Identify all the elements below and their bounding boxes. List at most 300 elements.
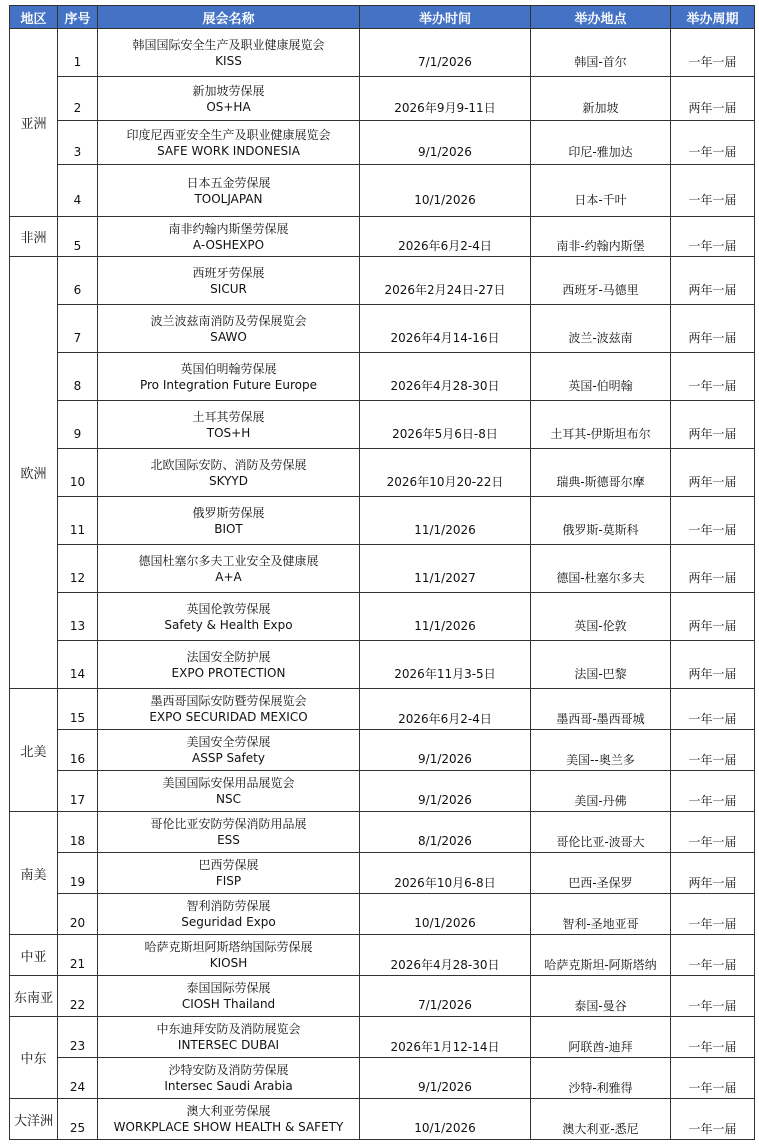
date-cell-text: 2026年2月24日-27日	[384, 283, 506, 297]
name-english: EXPO SECURIDAD MEXICO	[149, 710, 308, 724]
name-english: ASSP Safety	[192, 751, 265, 765]
cycle-cell	[671, 730, 755, 771]
location-cell	[531, 1058, 671, 1099]
number-cell-text: 21	[69, 957, 86, 971]
cycle-cell	[671, 689, 755, 730]
date-cell-text: 2026年10月6-8日	[394, 875, 496, 890]
cycle-cell	[671, 894, 755, 935]
cycle-cell-text: 一年一届	[688, 55, 737, 69]
name-chinese: 英国伯明翰劳保展	[180, 361, 277, 376]
date-cell-text: 2026年11月3-5日	[394, 667, 496, 681]
cycle-cell	[671, 641, 755, 689]
number-cell	[58, 497, 98, 545]
region-cell: 非洲	[10, 217, 58, 257]
date-cell-text: 2026年4月14-16日	[390, 331, 500, 345]
name-cell	[98, 593, 360, 641]
name-english: FISP	[215, 874, 242, 888]
cycle-cell	[671, 257, 755, 305]
table-row	[10, 1099, 755, 1140]
date-cell-text: 10/1/2026	[414, 1121, 476, 1135]
date-cell-text: 8/1/2026	[418, 834, 472, 848]
cycle-cell	[671, 497, 755, 545]
number-cell-text: 17	[69, 793, 86, 807]
header-row	[10, 6, 755, 29]
name-english: Intersec Saudi Arabia	[164, 1079, 293, 1093]
number-cell-text: 4	[73, 192, 82, 207]
cycle-cell	[671, 1058, 755, 1099]
name-cell	[98, 1099, 360, 1140]
location-cell-text: 俄罗斯-莫斯科	[562, 523, 639, 537]
date-cell	[360, 976, 531, 1017]
cycle-cell-text: 两年一届	[688, 283, 737, 297]
header-number: 序号	[58, 6, 98, 29]
location-cell-text: 美国-丹佛	[574, 793, 627, 808]
number-cell	[58, 1058, 98, 1099]
exhibition-table	[9, 5, 755, 1140]
location-cell-text: 印尼-雅加达	[568, 145, 633, 159]
cycle-cell	[671, 305, 755, 353]
number-cell-text: 3	[73, 144, 82, 159]
cycle-cell-text: 一年一届	[688, 834, 737, 849]
date-cell	[360, 641, 531, 689]
cycle-cell-text: 一年一届	[688, 523, 737, 537]
cycle-cell	[671, 853, 755, 894]
table-row	[10, 894, 755, 935]
name-cell	[98, 165, 360, 217]
date-cell	[360, 545, 531, 593]
name-cell	[98, 894, 360, 935]
location-cell-text: 南非-约翰内斯堡	[556, 239, 645, 253]
number-cell	[58, 217, 98, 257]
header-name: 展会名称	[98, 6, 360, 29]
location-cell-text: 阿联酋-迪拜	[568, 1039, 633, 1054]
table-row	[10, 29, 755, 77]
date-cell	[360, 853, 531, 894]
name-chinese: 美国国际安保用品展览会	[162, 776, 295, 790]
name-cell	[98, 401, 360, 449]
cycle-cell-text: 两年一届	[688, 331, 737, 345]
name-chinese: 新加坡劳保展	[192, 83, 265, 98]
table-row	[10, 257, 755, 305]
number-cell	[58, 305, 98, 353]
table-body	[10, 29, 755, 1140]
number-cell-text: 10	[69, 474, 86, 489]
name-cell	[98, 121, 360, 165]
name-cell	[98, 449, 360, 497]
date-cell-text: 9/1/2026	[418, 1080, 472, 1094]
location-cell	[531, 812, 671, 853]
table-row	[10, 730, 755, 771]
name-english: SKYYD	[209, 473, 248, 488]
table-row	[10, 771, 755, 812]
name-english: Safety & Health Expo	[164, 617, 293, 632]
name-english: OS+HA	[206, 99, 251, 114]
name-cell	[98, 305, 360, 353]
cycle-cell-text: 两年一届	[688, 619, 737, 633]
name-chinese: 泰国国际劳保展	[186, 981, 271, 995]
location-cell-text: 哈萨克斯坦-阿斯塔纳	[544, 957, 657, 972]
name-chinese: 哈萨克斯坦阿斯塔纳国际劳保展	[144, 940, 313, 954]
table-row	[10, 353, 755, 401]
number-cell	[58, 545, 98, 593]
location-cell-text: 巴西-圣保罗	[568, 875, 633, 890]
name-cell	[98, 217, 360, 257]
number-cell-text: 13	[69, 618, 86, 633]
name-chinese: 日本五金劳保展	[186, 175, 271, 190]
header-location: 举办地点	[531, 6, 671, 29]
date-cell-text: 2026年5月6日-8日	[392, 427, 498, 441]
location-cell-text: 德国-杜塞尔多夫	[556, 571, 645, 585]
location-cell-text: 英国-伦敦	[574, 619, 627, 633]
cycle-cell	[671, 217, 755, 257]
name-chinese: 西班牙劳保展	[192, 265, 265, 280]
location-cell-text: 韩国-首尔	[574, 55, 627, 69]
location-cell-text: 美国--奥兰多	[566, 752, 635, 767]
number-cell	[58, 121, 98, 165]
number-cell	[58, 257, 98, 305]
name-english: WORKPLACE SHOW HEALTH & SAFETY	[113, 1120, 344, 1134]
location-cell	[531, 165, 671, 217]
location-cell	[531, 976, 671, 1017]
cycle-cell	[671, 449, 755, 497]
table-row	[10, 545, 755, 593]
region-cell: 中东	[10, 1017, 58, 1099]
number-cell-text: 8	[73, 378, 82, 393]
location-cell	[531, 449, 671, 497]
location-cell-text: 土耳其-伊斯坦布尔	[550, 427, 651, 441]
name-cell	[98, 853, 360, 894]
name-english: NSC	[216, 792, 241, 806]
location-cell	[531, 1017, 671, 1058]
date-cell	[360, 1058, 531, 1099]
cycle-cell	[671, 401, 755, 449]
name-cell	[98, 257, 360, 305]
name-english: Pro Integration Future Europe	[139, 377, 318, 392]
number-cell	[58, 1099, 98, 1140]
cycle-cell	[671, 165, 755, 217]
cycle-cell	[671, 593, 755, 641]
location-cell-text: 英国-伯明翰	[568, 379, 633, 393]
name-cell	[98, 77, 360, 121]
name-chinese: 北欧国际安防、消防及劳保展	[150, 457, 307, 472]
name-chinese: 俄罗斯劳保展	[192, 505, 265, 520]
location-cell-text: 哥伦比亚-波哥大	[556, 834, 645, 849]
name-cell	[98, 1058, 360, 1099]
cycle-cell-text: 一年一届	[688, 193, 737, 207]
cycle-cell-text: 一年一届	[688, 239, 737, 253]
name-cell	[98, 1017, 360, 1058]
number-cell-text: 20	[69, 916, 86, 930]
name-chinese: 哥伦比亚安防劳保消防用品展	[150, 817, 307, 831]
location-cell	[531, 217, 671, 257]
number-cell-text: 15	[69, 711, 86, 725]
name-english: EXPO PROTECTION	[171, 665, 286, 680]
number-cell	[58, 29, 98, 77]
name-cell	[98, 29, 360, 77]
cycle-cell-text: 一年一届	[688, 998, 737, 1013]
number-cell	[58, 641, 98, 689]
date-cell-text: 7/1/2026	[418, 54, 472, 69]
number-cell-text: 1	[73, 54, 82, 69]
name-chinese: 韩国国际安全生产及职业健康展览会	[132, 37, 325, 52]
name-chinese: 沙特安防及消防劳保展	[168, 1063, 289, 1077]
table-row	[10, 497, 755, 545]
date-cell-text: 9/1/2026	[418, 144, 472, 159]
number-cell	[58, 593, 98, 641]
name-chinese: 墨西哥国际安防暨劳保展览会	[150, 694, 307, 708]
location-cell-text: 墨西哥-墨西哥城	[556, 711, 645, 726]
name-cell	[98, 730, 360, 771]
date-cell	[360, 165, 531, 217]
date-cell	[360, 1017, 531, 1058]
cycle-cell-text: 一年一届	[688, 957, 737, 972]
name-cell	[98, 812, 360, 853]
location-cell-text: 沙特-利雅得	[568, 1080, 633, 1095]
cycle-cell	[671, 1099, 755, 1140]
date-cell-text: 7/1/2026	[418, 998, 472, 1012]
table-row	[10, 593, 755, 641]
date-cell-text: 10/1/2026	[414, 192, 476, 207]
region-cell: 中亚	[10, 935, 58, 976]
table-row	[10, 121, 755, 165]
table-row	[10, 77, 755, 121]
table-row	[10, 165, 755, 217]
name-english: SAWO	[210, 329, 247, 344]
date-cell-text: 11/1/2026	[414, 522, 476, 537]
cycle-cell-text: 两年一届	[688, 667, 737, 681]
location-cell-text: 波兰-波兹南	[568, 331, 633, 345]
name-chinese: 中东迪拜安防及消防展览会	[156, 1022, 301, 1036]
cycle-cell	[671, 353, 755, 401]
number-cell	[58, 771, 98, 812]
number-cell	[58, 853, 98, 894]
name-chinese: 土耳其劳保展	[192, 409, 265, 424]
location-cell-text: 泰国-曼谷	[574, 998, 627, 1013]
cycle-cell	[671, 77, 755, 121]
cycle-cell-text: 一年一届	[688, 1121, 737, 1136]
cycle-cell	[671, 29, 755, 77]
date-cell-text: 2026年10月20-22日	[386, 475, 504, 489]
region-cell: 南美	[10, 812, 58, 935]
date-cell-text: 2026年9月9-11日	[394, 101, 496, 115]
date-cell	[360, 1099, 531, 1140]
name-cell	[98, 353, 360, 401]
number-cell-text: 11	[69, 522, 86, 537]
name-cell	[98, 689, 360, 730]
number-cell-text: 12	[69, 570, 86, 585]
cycle-cell	[671, 976, 755, 1017]
name-chinese: 南非约翰内斯堡劳保展	[168, 221, 289, 236]
number-cell	[58, 894, 98, 935]
location-cell-text: 西班牙-马德里	[562, 283, 639, 297]
date-cell-text: 2026年6月2-4日	[398, 711, 492, 726]
location-cell-text: 瑞典-斯德哥尔摩	[556, 475, 645, 489]
number-cell	[58, 730, 98, 771]
name-english: BIOT	[214, 521, 243, 536]
location-cell	[531, 257, 671, 305]
number-cell	[58, 976, 98, 1017]
name-english: SICUR	[210, 281, 247, 296]
name-cell	[98, 641, 360, 689]
date-cell	[360, 217, 531, 257]
date-cell	[360, 353, 531, 401]
number-cell-text: 7	[73, 330, 82, 345]
location-cell	[531, 545, 671, 593]
region-cell: 东南亚	[10, 976, 58, 1017]
number-cell	[58, 165, 98, 217]
number-cell-text: 6	[73, 282, 82, 297]
number-cell-text: 5	[73, 238, 82, 253]
number-cell-text: 25	[69, 1121, 86, 1135]
table-row	[10, 689, 755, 730]
date-cell	[360, 771, 531, 812]
date-cell	[360, 305, 531, 353]
name-english: KISS	[215, 53, 242, 68]
number-cell-text: 24	[69, 1080, 86, 1094]
number-cell	[58, 689, 98, 730]
date-cell	[360, 894, 531, 935]
number-cell	[58, 812, 98, 853]
name-chinese: 法国安全防护展	[186, 649, 271, 664]
date-cell-text: 11/1/2026	[414, 618, 476, 633]
cycle-cell-text: 两年一届	[688, 875, 737, 890]
table-row	[10, 812, 755, 853]
date-cell	[360, 29, 531, 77]
location-cell	[531, 689, 671, 730]
date-cell	[360, 121, 531, 165]
location-cell-text: 日本-千叶	[574, 193, 627, 207]
cycle-cell	[671, 545, 755, 593]
region-cell: 北美	[10, 689, 58, 812]
table-row	[10, 853, 755, 894]
name-english: KIOSH	[209, 956, 248, 970]
date-cell	[360, 593, 531, 641]
table-row	[10, 1058, 755, 1099]
header-time: 举办时间	[360, 6, 531, 29]
number-cell-text: 22	[69, 998, 86, 1012]
name-cell	[98, 497, 360, 545]
region-cell: 欧洲	[10, 257, 58, 689]
date-cell-text: 2026年4月28-30日	[390, 379, 500, 393]
name-cell	[98, 545, 360, 593]
cycle-cell-text: 一年一届	[688, 711, 737, 726]
location-cell	[531, 353, 671, 401]
name-english: A-OSHEXPO	[192, 237, 265, 252]
name-cell	[98, 976, 360, 1017]
cycle-cell	[671, 121, 755, 165]
name-english: SAFE WORK INDONESIA	[157, 143, 300, 158]
date-cell	[360, 257, 531, 305]
region-cell: 亚洲	[10, 29, 58, 217]
date-cell-text: 9/1/2026	[418, 752, 472, 766]
date-cell-text: 2026年6月2-4日	[398, 239, 492, 253]
cycle-cell	[671, 935, 755, 976]
location-cell	[531, 305, 671, 353]
location-cell	[531, 121, 671, 165]
date-cell-text: 2026年4月28-30日	[390, 957, 500, 972]
date-cell-text: 10/1/2026	[414, 916, 476, 930]
location-cell-text: 智利-圣地亚哥	[562, 916, 639, 931]
date-cell	[360, 401, 531, 449]
name-english: Seguridad Expo	[181, 915, 276, 929]
date-cell	[360, 689, 531, 730]
name-chinese: 巴西劳保展	[198, 858, 259, 872]
location-cell	[531, 77, 671, 121]
location-cell	[531, 730, 671, 771]
name-chinese: 澳大利亚劳保展	[186, 1104, 271, 1118]
number-cell-text: 9	[73, 426, 82, 441]
number-cell-text: 19	[69, 875, 86, 889]
location-cell	[531, 771, 671, 812]
date-cell	[360, 449, 531, 497]
number-cell	[58, 353, 98, 401]
number-cell	[58, 401, 98, 449]
table-row	[10, 641, 755, 689]
location-cell-text: 澳大利亚-悉尼	[562, 1121, 639, 1136]
date-cell-text: 11/1/2027	[414, 570, 476, 585]
name-chinese: 德国杜塞尔多夫工业安全及健康展	[138, 553, 319, 568]
table-row	[10, 1017, 755, 1058]
name-chinese: 波兰波兹南消防及劳保展览会	[150, 313, 307, 328]
name-cell	[98, 771, 360, 812]
number-cell-text: 2	[73, 100, 82, 115]
location-cell	[531, 401, 671, 449]
table-row	[10, 976, 755, 1017]
cycle-cell-text: 两年一届	[688, 101, 737, 115]
date-cell	[360, 497, 531, 545]
cycle-cell-text: 一年一届	[688, 916, 737, 931]
number-cell-text: 14	[69, 666, 86, 681]
name-chinese: 英国伦敦劳保展	[186, 601, 271, 616]
name-english: A+A	[215, 569, 242, 584]
name-chinese: 印度尼西亚安全生产及职业健康展览会	[126, 127, 331, 142]
table-row	[10, 401, 755, 449]
name-english: CIOSH Thailand	[181, 997, 276, 1011]
cycle-cell	[671, 812, 755, 853]
location-cell	[531, 497, 671, 545]
header-cycle: 举办周期	[671, 6, 755, 29]
cycle-cell-text: 一年一届	[688, 1039, 737, 1054]
name-chinese: 美国安全劳保展	[186, 735, 271, 749]
cycle-cell-text: 一年一届	[688, 752, 737, 767]
table-row	[10, 935, 755, 976]
name-english: ESS	[217, 833, 240, 847]
cycle-cell-text: 两年一届	[688, 475, 737, 489]
number-cell	[58, 449, 98, 497]
date-cell-text: 2026年1月12-14日	[390, 1039, 500, 1054]
date-cell-text: 9/1/2026	[418, 793, 472, 807]
cycle-cell-text: 一年一届	[688, 793, 737, 808]
cycle-cell-text: 一年一届	[688, 379, 737, 393]
location-cell	[531, 641, 671, 689]
name-cell	[98, 935, 360, 976]
date-cell	[360, 935, 531, 976]
table-row	[10, 305, 755, 353]
name-english: INTERSEC DUBAI	[177, 1038, 280, 1052]
number-cell	[58, 77, 98, 121]
cycle-cell-text: 一年一届	[688, 1080, 737, 1095]
number-cell-text: 18	[69, 834, 86, 848]
cycle-cell-text: 两年一届	[688, 427, 737, 441]
name-english: TOOLJAPAN	[194, 191, 263, 206]
date-cell	[360, 730, 531, 771]
number-cell-text: 23	[69, 1039, 86, 1053]
location-cell	[531, 935, 671, 976]
date-cell	[360, 77, 531, 121]
location-cell-text: 新加坡	[582, 101, 619, 115]
location-cell	[531, 1099, 671, 1140]
table-row	[10, 449, 755, 497]
